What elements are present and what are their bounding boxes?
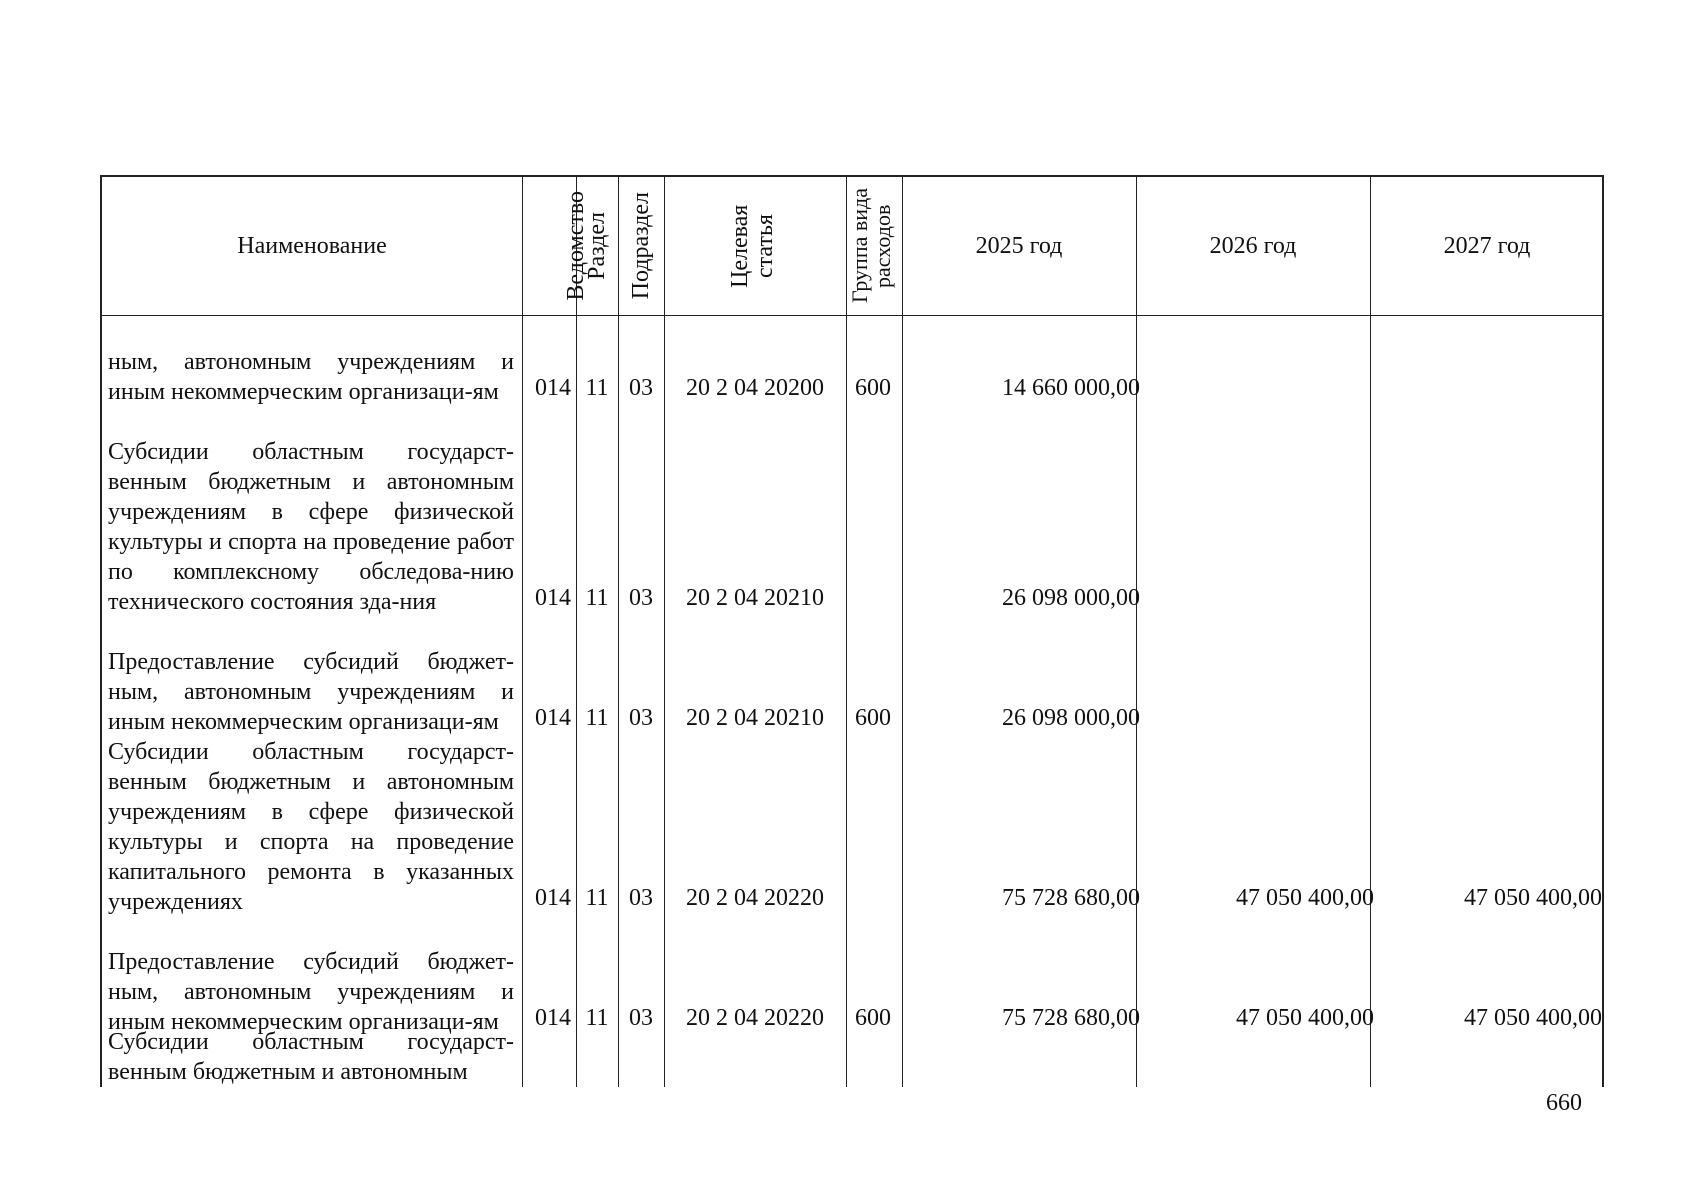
header-podrazdel <box>618 177 664 315</box>
header-name-label: Наименование <box>237 232 387 259</box>
row-2027: 47 050 400,00 <box>1464 1005 1602 1031</box>
row-celevaya: 20 2 04 20210 <box>686 585 824 611</box>
table-row <box>102 407 1602 617</box>
row-name: Субсидии областным государст-венным бюджетным и автономным <box>108 1029 514 1085</box>
header-vedomstvo-label: Ведомство <box>562 191 589 301</box>
row-razdel: 11 <box>585 585 609 611</box>
row-podrazdel: 03 <box>629 705 653 731</box>
header-divider <box>102 315 1602 316</box>
header-2027 <box>1370 177 1604 315</box>
header-celevaya <box>664 177 846 315</box>
row-2025: 75 728 680,00 <box>1002 1005 1140 1031</box>
row-2025: 75 728 680,00 <box>1002 885 1140 911</box>
row-name: Предоставление субсидий бюджет-ным, автономным учреждениям и иным некоммерческим организаци-ям <box>108 649 514 735</box>
header-2026 <box>1136 177 1370 315</box>
row-vedomstvo: 014 <box>535 585 571 611</box>
budget-table <box>100 175 1604 1087</box>
row-name: Субсидии областным государст-венным бюджетным и автономным учреждениям в сфере физической культуры и спорта на проведение капитального ремонта в указанных учреждениях <box>108 739 514 915</box>
row-name: Субсидии областным государст-венным бюджетным и автономным учреждениям в сфере физической культуры и спорта на проведение работ по комплексному обследова-нию технического состояния зда-ния <box>108 439 514 615</box>
header-razdel-label: Раздел <box>583 212 610 280</box>
row-celevaya: 20 2 04 20220 <box>686 885 824 911</box>
row-podrazdel: 03 <box>629 375 653 401</box>
header-2026-label: 2026 год <box>1209 232 1297 259</box>
table-row <box>102 617 1602 737</box>
header-2027-label: 2027 год <box>1443 232 1531 259</box>
header-celevaya-label: Целевая статья <box>727 204 778 288</box>
row-name: ным, автономным учреждениям и иным некоммерческим организаци-ям <box>108 349 514 405</box>
table-row <box>102 1027 1602 1089</box>
row-name: Предоставление субсидий бюджет-ным, автономным учреждениям и иным некоммерческим организаци-ям <box>108 949 514 1035</box>
header-podrazdel-label: Подраздел <box>627 192 654 300</box>
row-2026: 47 050 400,00 <box>1236 885 1374 911</box>
row-razdel: 11 <box>585 1005 609 1031</box>
row-gruppa: 600 <box>855 375 891 401</box>
row-2025: 26 098 000,00 <box>1002 705 1140 731</box>
header-gruppa-label: Группа вида расходов <box>847 188 895 304</box>
header-2025-label: 2025 год <box>975 232 1063 259</box>
header-razdel <box>576 177 618 315</box>
row-podrazdel: 03 <box>629 1005 653 1031</box>
table-row <box>102 737 1602 917</box>
row-vedomstvo: 014 <box>535 705 571 731</box>
row-podrazdel: 03 <box>629 585 653 611</box>
row-2025: 26 098 000,00 <box>1002 585 1140 611</box>
row-razdel: 11 <box>585 375 609 401</box>
row-vedomstvo: 014 <box>535 375 571 401</box>
table-row <box>102 317 1602 407</box>
header-gruppa <box>846 177 902 315</box>
row-razdel: 11 <box>585 885 609 911</box>
table-row <box>102 917 1602 1037</box>
header-name <box>102 177 522 315</box>
row-celevaya: 20 2 04 20210 <box>686 705 824 731</box>
row-razdel: 11 <box>585 705 609 731</box>
row-vedomstvo: 014 <box>535 885 571 911</box>
row-gruppa: 600 <box>855 705 891 731</box>
row-celevaya: 20 2 04 20200 <box>686 375 824 401</box>
row-vedomstvo: 014 <box>535 1005 571 1031</box>
row-gruppa: 600 <box>855 1005 891 1031</box>
row-celevaya: 20 2 04 20220 <box>686 1005 824 1031</box>
page-number: 660 <box>1546 1090 1582 1116</box>
row-2026: 47 050 400,00 <box>1236 1005 1374 1031</box>
row-podrazdel: 03 <box>629 885 653 911</box>
header-2025 <box>902 177 1136 315</box>
row-2025: 14 660 000,00 <box>1002 375 1140 401</box>
row-2027: 47 050 400,00 <box>1464 885 1602 911</box>
